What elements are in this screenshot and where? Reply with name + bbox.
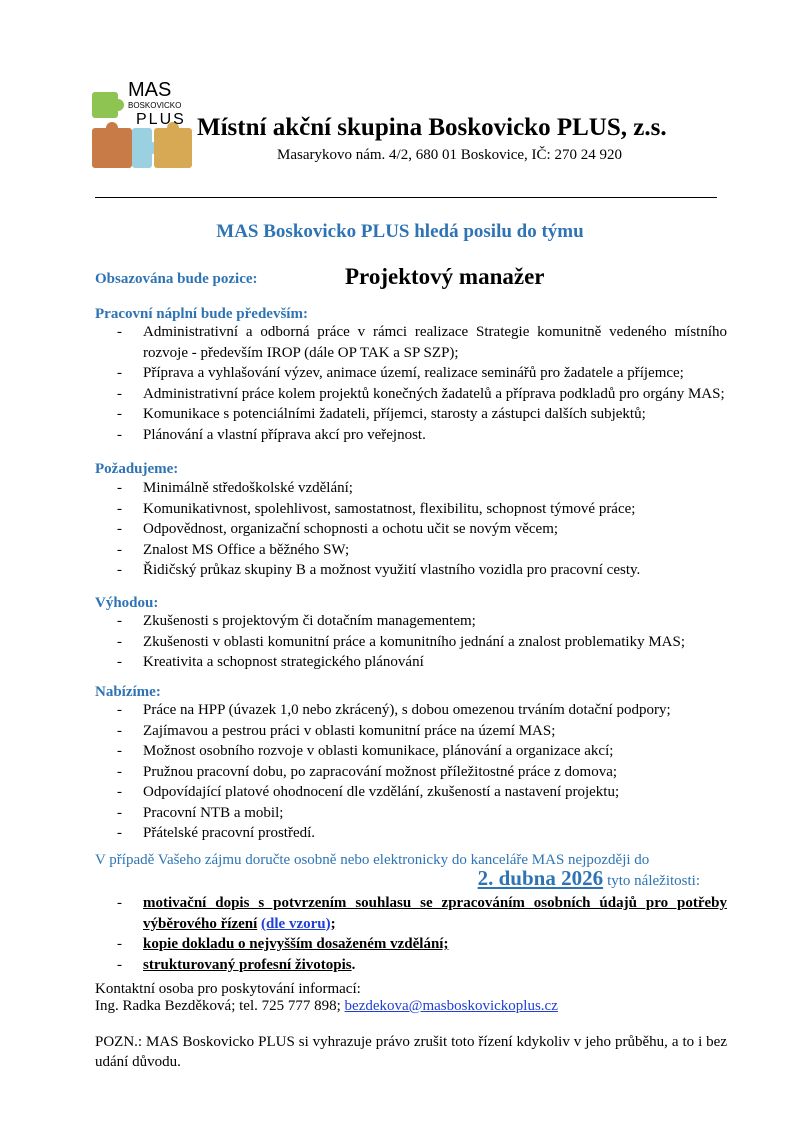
- contact-heading: Kontaktní osoba pro poskytování informací:: [95, 981, 361, 997]
- list-item: - Zkušenosti v oblasti komunitní práce a komunitního jednání a znalost problematiky MAS;: [117, 633, 685, 650]
- note-paragraph: POZN.: MAS Boskovicko PLUS si vyhrazuje právo zrušit toto řízení kdykoliv v jeho průběhu, a to i bez udání důvodu.: [95, 1034, 727, 1070]
- logo-text-plus: PLUS: [136, 111, 186, 128]
- list-item: - Příprava a vyhlašování výzev, animace území, realizace seminářů pro žadatele a příjemce;: [117, 365, 684, 381]
- mas-logo: [88, 76, 196, 174]
- header-divider: [95, 197, 717, 198]
- list-item: - Přátelské pracovní prostředí.: [117, 825, 316, 841]
- position-title: Projektový manažer: [345, 264, 545, 289]
- logo-text-mas: MAS: [128, 79, 172, 101]
- list-item: - motivační dopis s potvrzením souhlasu se zpracováním osobních údajů pro potřeby výběrového řízení (dle vzoru);: [117, 895, 727, 932]
- list-item: - Pracovní NTB a mobil;: [117, 804, 284, 821]
- deadline-tail: tyto náležitosti:: [607, 873, 700, 889]
- list-item: - Kreativita a schopnost strategického plánování: [117, 654, 424, 670]
- duties-list: [95, 322, 727, 445]
- list-item: - Komunikace s potenciálními žadateli, příjemci, starosty a zástupci dalších subjektů;: [117, 406, 646, 422]
- advantages-heading: Výhodou:: [95, 595, 159, 611]
- list-item: - Administrativní práce kolem projektů konečných žadatelů a příprava podkladů pro orgány MAS;: [117, 385, 725, 402]
- template-link[interactable]: (dle vzoru): [261, 915, 331, 932]
- offer-heading: Nabízíme:: [95, 684, 161, 700]
- advantages-list: [95, 611, 727, 673]
- required-documents-list: [95, 893, 727, 975]
- list-item: - strukturovaný profesní životopis.: [117, 956, 356, 973]
- list-item: - Plánování a vlastní příprava akcí pro veřejnost.: [117, 426, 426, 443]
- requirements-list: [95, 478, 727, 581]
- deadline-line: [0, 866, 700, 891]
- application-intro: V případě Vašeho zájmu doručte osobně nebo elektronicky do kanceláře MAS nejpozději do: [95, 852, 650, 868]
- duties-heading: Pracovní náplní bude především:: [95, 306, 308, 322]
- list-item: - Možnost osobního rozvoje v oblasti komunikace, plánování a organizace akcí;: [117, 743, 614, 759]
- list-item: - Komunikativnost, spolehlivost, samostatnost, flexibilitu, schopnost týmové práce;: [117, 500, 636, 517]
- list-item: - Minimálně středoškolské vzdělání;: [117, 480, 353, 496]
- deadline-date: 2. dubna 2026: [477, 866, 604, 890]
- offer-list: [95, 700, 727, 844]
- requirements-heading: Požadujeme:: [95, 461, 179, 477]
- list-item: - Zajímavou a pestrou práci v oblasti komunitní práce na území MAS;: [117, 722, 556, 739]
- organization-name: Místní akční skupina Boskovicko PLUS, z.s.: [197, 114, 667, 141]
- contact-email-link[interactable]: bezdekova@masboskovickoplus.cz: [344, 998, 558, 1014]
- position-label: Obsazována bude pozice:: [95, 271, 258, 287]
- list-item: - Znalost MS Office a běžného SW;: [117, 541, 350, 558]
- list-item: - Odpovědnost, organizační schopnosti a ochotu učit se novým věcem;: [117, 521, 559, 537]
- list-item: - Práce na HPP (úvazek 1,0 nebo zkrácený), s dobou omezenou trváním dotační podpory;: [117, 702, 671, 718]
- list-item: - Administrativní a odborná práce v rámci realizace Strategie komunitně vedeného místního rozvoje - především IROP (dále OP TAK a SP SZP);: [117, 324, 727, 361]
- logo-text-boskovicko: BOSKOVICKO: [128, 101, 182, 110]
- list-item: - Zkušenosti s projektovým či dotačním managementem;: [117, 613, 476, 629]
- list-item: - Řidičský průkaz skupiny B a možnost využití vlastního vozidla pro pracovní cesty.: [117, 562, 641, 578]
- list-item: - kopie dokladu o nejvyšším dosaženém vzdělání;: [117, 936, 449, 952]
- page-headline: MAS Boskovicko PLUS hledá posilu do týmu: [216, 221, 584, 242]
- list-item: - Odpovídající platové ohodnocení dle vzdělání, zkušeností a nastavení projektu;: [117, 784, 620, 800]
- organization-address: Masarykovo nám. 4/2, 680 01 Boskovice, IČ: 270 24 920: [277, 147, 622, 163]
- list-item: - Pružnou pracovní dobu, po zapracování možnost příležitostné práce z domova;: [117, 763, 618, 780]
- contact-details: Ing. Radka Bezděková; tel. 725 777 898; bezdekova@masboskovickoplus.cz: [95, 998, 558, 1014]
